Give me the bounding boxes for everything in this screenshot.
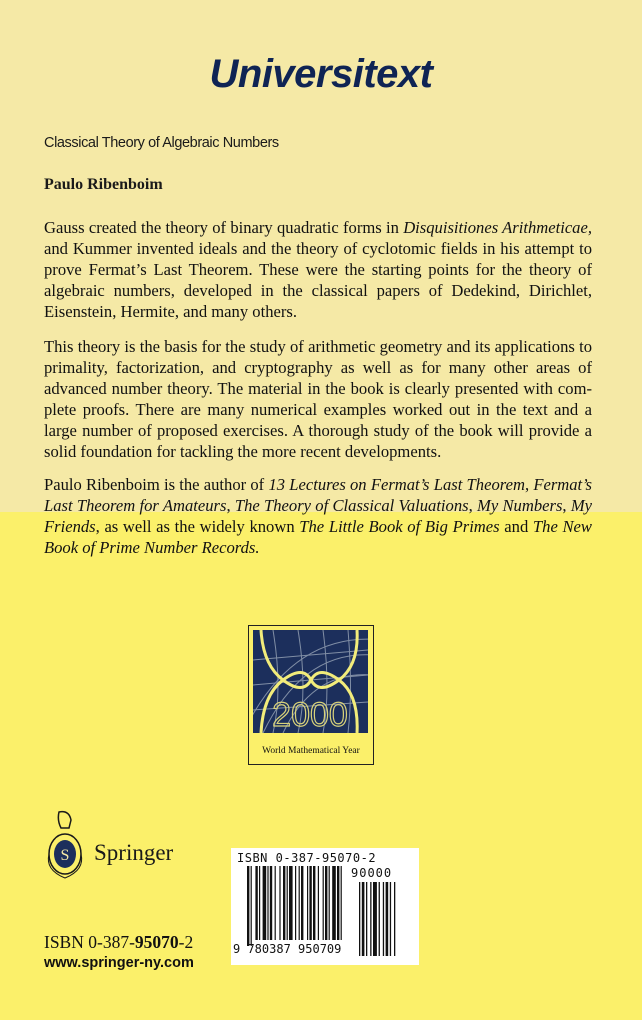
publisher-website: www.springer-ny.com [44, 955, 194, 971]
publisher-name: Springer [94, 840, 174, 865]
book-title: Classical Theory of Algebraic Numbers [44, 135, 279, 151]
svg-text:S: S [60, 847, 70, 864]
isbn-barcode [231, 848, 419, 965]
series-title: Universitext [209, 52, 433, 96]
blurb-paragraph-3: Paulo Ribenboim is the author of 13 Lectures on Fermat’s Last Theorem, Fermat’s Last Theorem for Amateurs, The Theory of Classical Valuations, My Numbers, My Friends, as well as the widely known The Little Book of Big Primes and The New Book of Prime Number Records. [44, 475, 593, 557]
barcode-addon-number: 90000 [351, 866, 393, 880]
isbn-number: ISBN 0-387-95070-2 [44, 932, 194, 952]
springer-knight-logo-icon [43, 810, 87, 882]
globe-infinity-icon [253, 630, 368, 733]
author-name: Paulo Ribenboim [44, 176, 163, 193]
barcode-ean-number: 9 780387 950709 [233, 942, 342, 956]
blurb-paragraph-2: This theory is the basis for the study of arithmetic geometry and its applications to primality, factorization, and cryptography as well as for many other areas of advanced number theory. The material in the book is clearly presented with com-plete proofs. There are many numerical examples worked out in the text and a large number of proposed exercises. A thorough study of the book will provide a solid foundation for tackling the more recent developments. [44, 337, 592, 461]
blurb-paragraph-1: Gauss created the theory of binary quadratic forms in Disquisitiones Arithmeticae, and Kummer invented ideals and the theory of cyclotomic fields in his attempt to prove Fermat’s Last Theorem. These were the starting points for the theory of algebraic numbers, developed in the classical papers of Dedekind, Dirichlet, Eisenstein, Hermite, and many others. [44, 218, 592, 321]
emblem-caption: World Mathematical Year [262, 746, 360, 756]
barcode-isbn-line: ISBN 0-387-95070-2 [237, 851, 377, 865]
world-mathematical-year-emblem [248, 625, 374, 765]
svg-text:2000: 2000 [272, 696, 348, 733]
